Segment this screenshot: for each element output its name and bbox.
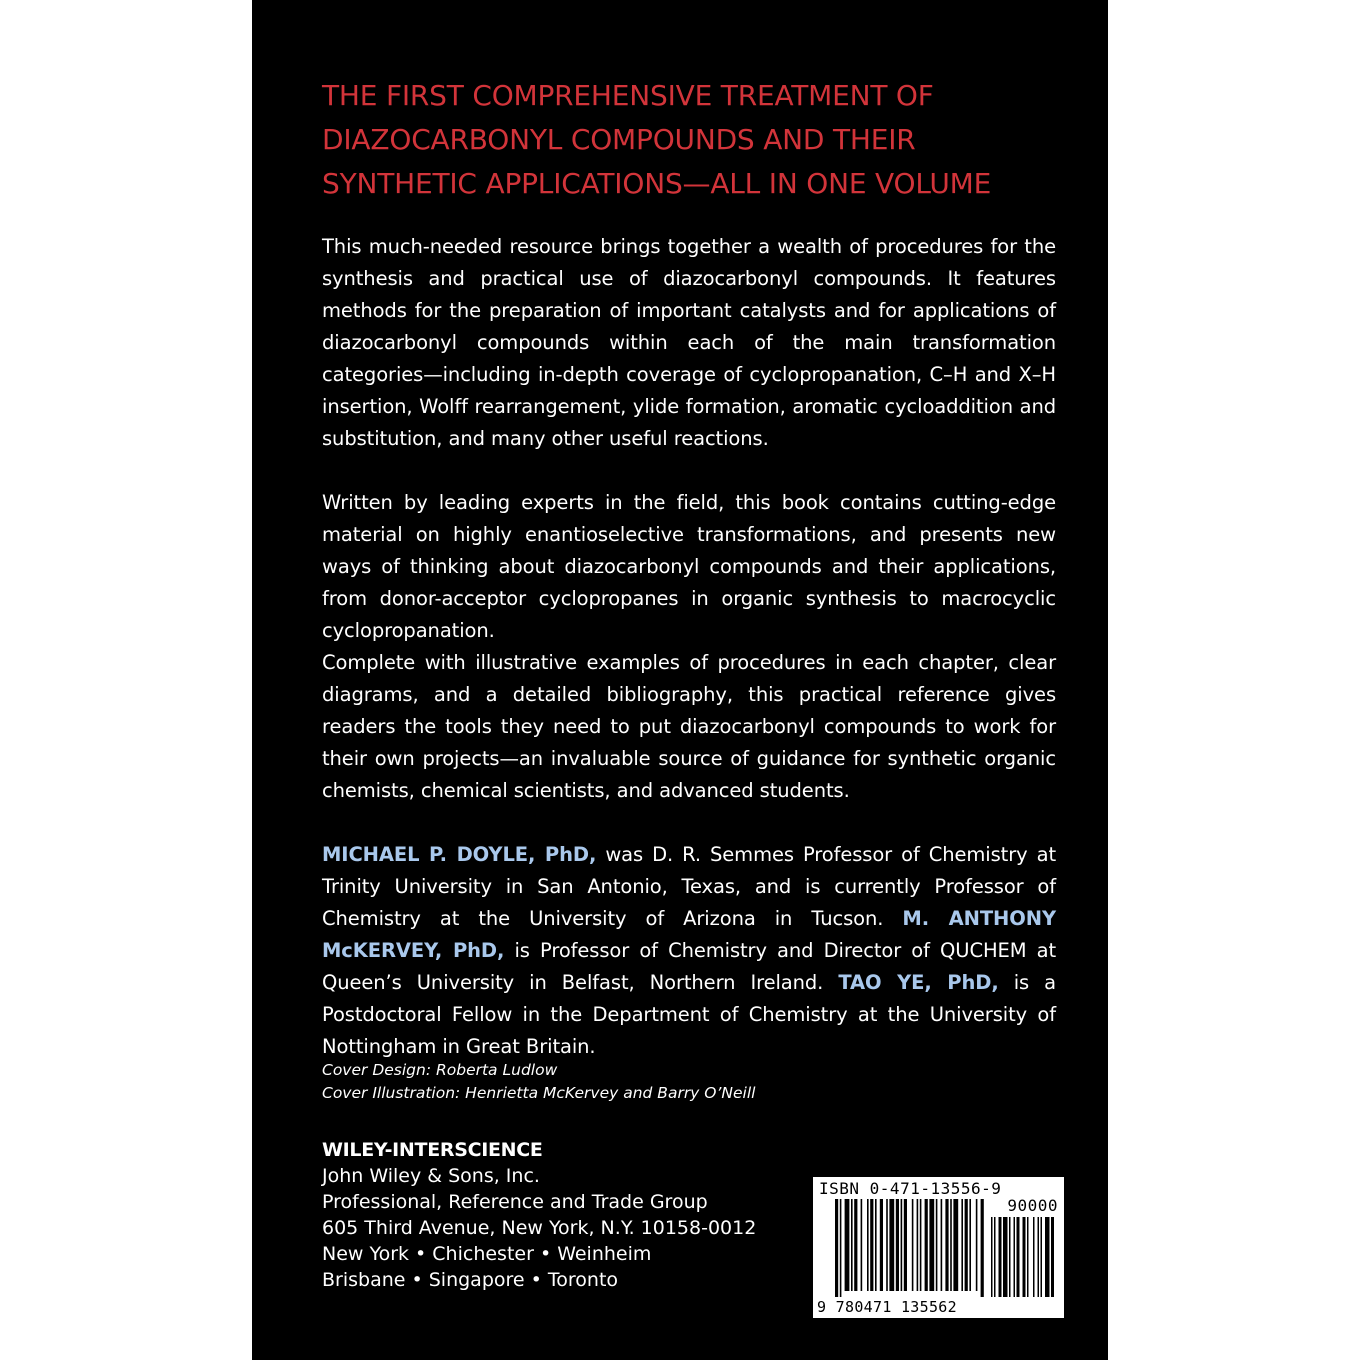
author-name-mckervey: M. ANTHONY McKERVEY, PhD,	[322, 907, 1056, 962]
author-biographies	[322, 839, 1056, 1063]
author-bio-ye: is a Postdoctoral Fellow in the Department of Chemistry at the University of Nottingham in Great Britain.	[322, 971, 1056, 1058]
isbn-barcode	[813, 1177, 1064, 1318]
publisher-line: New York • Chichester • Weinheim	[322, 1243, 652, 1265]
author-name-ye: TAO YE, PhD,	[838, 971, 999, 994]
ean-number: 9 780471 135562	[817, 1298, 957, 1316]
price-code: 90000	[1007, 1196, 1058, 1215]
publisher-line: 605 Third Avenue, New York, N.Y. 10158-0012	[322, 1217, 757, 1239]
publisher-line: Professional, Reference and Trade Group	[322, 1191, 708, 1213]
author-bio-mckervey: is Professor of Chemistry and Director of QUCHEM at Queen’s University in Belfast, Northern Ireland.	[322, 939, 1057, 994]
description-paragraph-1: This much-needed resource brings together a wealth of procedures for the synthesis and practical use of diazocarbonyl compounds. It features methods for the preparation of important catalysts and for applications of diazocarbonyl compounds within each of the main transformation categories—including in-depth coverage of cyclopropanation, C–H and X–H insertion, Wolff rearrangement, ylide formation, aromatic cycloaddition and substitution, and many other useful reactions.	[322, 235, 1056, 450]
cover-illustration-credit: Cover Illustration: Henrietta McKervey and Barry O’Neill	[322, 1084, 756, 1102]
publisher-line: Brisbane • Singapore • Toronto	[322, 1269, 619, 1291]
headline	[322, 74, 1062, 206]
cover-design-credit: Cover Design: Roberta Ludlow	[322, 1061, 558, 1079]
headline-line: SYNTHETIC APPLICATIONS—ALL IN ONE VOLUME	[322, 167, 992, 200]
isbn-number: ISBN 0-471-13556-9	[819, 1179, 1002, 1198]
headline-line: THE FIRST COMPREHENSIVE TREATMENT OF	[322, 79, 934, 112]
author-bio-doyle: was D. R. Semmes Professor of Chemistry at Trinity University in San Antonio, Texas, and is currently Professor of Chemistry at the University of Arizona in Tucson.	[322, 843, 1056, 930]
description-paragraph-3: Complete with illustrative examples of procedures in each chapter, clear diagrams, and a detailed bibliography, this practical reference gives readers the tools they need to put diazocarbonyl compounds to work for their own projects—an invaluable source of guidance for synthetic organic chemists, chemical scientists, and advanced students.	[322, 651, 1056, 802]
publisher-block	[322, 1137, 782, 1293]
description-paragraph-2: Written by leading experts in the field, this book contains cutting-edge material on highly enantioselective transformations, and presents new ways of thinking about diazocarbonyl compounds and their applications, from donor-acceptor cyclopropanes in organic synthesis to macrocyclic cyclopropanation.	[322, 491, 1056, 642]
author-name-doyle: MICHAEL P. DOYLE, PhD,	[322, 843, 597, 866]
barcode-bars	[813, 1197, 1064, 1297]
publisher-imprint: WILEY-INTERSCIENCE	[322, 1139, 543, 1161]
book-back-cover	[252, 0, 1108, 1360]
publisher-line: John Wiley & Sons, Inc.	[322, 1165, 540, 1187]
cover-credits	[322, 1059, 822, 1105]
headline-line: DIAZOCARBONYL COMPOUNDS AND THEIR	[322, 123, 916, 156]
